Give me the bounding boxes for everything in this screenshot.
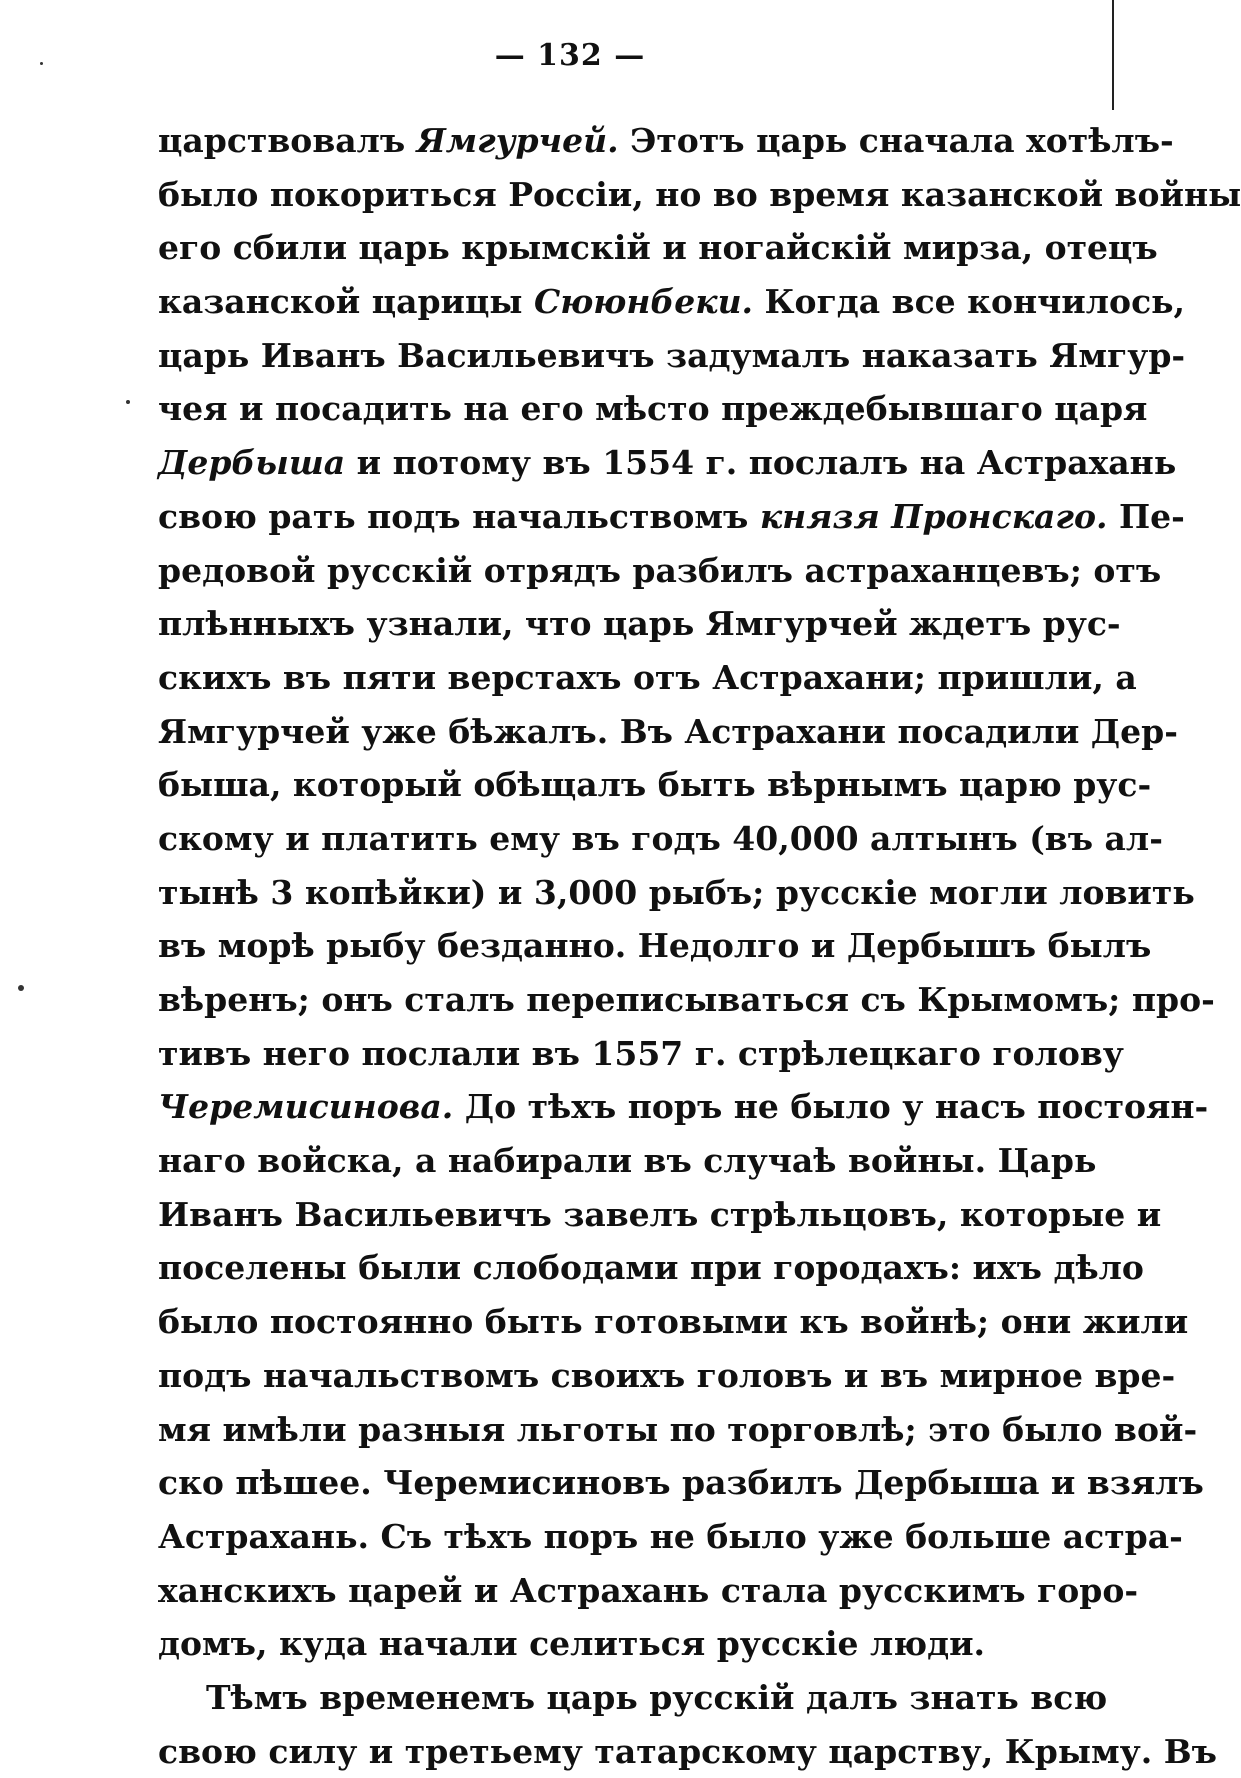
text-run: редовой русскій отрядъ разбилъ астраханцевъ; отъ	[158, 550, 1162, 590]
text-line	[158, 1027, 1124, 1081]
text-line	[158, 1456, 1204, 1510]
italic-name: князя Пронскаго.	[759, 496, 1108, 536]
text-run: Ямгурчей уже бѣжалъ. Въ Астрахани посадили Дер-	[158, 711, 1178, 751]
text-run: и потому въ 1554 г. послалъ на Астрахань	[345, 443, 1177, 483]
text-run: было постоянно быть готовыми къ войнѣ; они жили	[158, 1302, 1189, 1342]
text-line	[158, 1564, 1139, 1618]
text-line	[158, 1403, 1198, 1457]
text-line	[158, 1295, 1189, 1349]
text-run: царь Иванъ Васильевичъ задумалъ наказать Ямгур-	[158, 335, 1186, 375]
text-run: Пе-	[1107, 496, 1185, 536]
text-line	[158, 1134, 1097, 1188]
text-run: быша, который обѣщалъ быть вѣрнымъ царю рус-	[158, 765, 1152, 805]
page-number: — 132 —	[494, 38, 646, 73]
text-line	[158, 382, 1148, 436]
text-run: свою рать подъ начальствомъ	[158, 496, 760, 536]
text-run: До тѣхъ поръ не было у насъ постоян-	[453, 1087, 1209, 1127]
text-line	[158, 651, 1137, 705]
italic-name: Ямгурчей.	[416, 121, 619, 160]
print-speck	[126, 400, 130, 404]
text-run: домъ, куда начали селиться русскіе люди.	[158, 1624, 986, 1664]
text-run: Этотъ царь сначала хотѣлъ-	[618, 121, 1174, 160]
text-run: вѣренъ; онъ сталъ переписываться съ Крымомъ; про-	[158, 980, 1215, 1019]
text-line	[158, 168, 1241, 222]
text-run: скихъ въ пяти верстахъ отъ Астрахани; пришли, а	[158, 657, 1137, 697]
italic-name: Сююнбеки.	[533, 282, 754, 322]
text-run: подъ начальствомъ своихъ головъ и въ мирное вре-	[158, 1355, 1176, 1395]
text-run: царствовалъ	[158, 121, 417, 160]
text-line	[158, 1349, 1176, 1403]
text-line	[158, 1617, 1010, 1671]
text-run: плѣнныхъ узнали, что царь Ямгурчей ждетъ рус-	[158, 604, 1121, 644]
text-line	[158, 1080, 1209, 1134]
text-run: казанской царицы	[158, 282, 534, 322]
text-line	[158, 490, 1185, 544]
text-line	[158, 597, 1121, 651]
text-line	[158, 758, 1152, 812]
text-run: тивъ него послали въ 1557 г. стрѣлецкаго голову	[158, 1033, 1124, 1073]
text-run: Астрахань. Съ тѣхъ поръ не было уже больше астра-	[158, 1516, 1183, 1556]
text-line	[158, 973, 1215, 1027]
italic-name: Дербыша	[158, 443, 346, 483]
text-line	[158, 544, 1162, 598]
text-line	[158, 812, 1163, 866]
text-run: ханскихъ царей и Астрахань стала русскимъ горо-	[158, 1570, 1139, 1610]
text-run: Иванъ Васильевичъ завелъ стрѣльцовъ, которые и	[158, 1194, 1162, 1234]
text-run: Тѣмъ временемъ царь русскій далъ знать всю	[206, 1677, 1108, 1717]
text-run: въ морѣ рыбу безданно. Недолго и Дербышъ былъ	[158, 926, 1152, 966]
text-run: свою силу и третьему татарскому царству, Крыму. Въ	[158, 1731, 1217, 1771]
text-run: Когда все кончилось,	[753, 282, 1186, 322]
text-line	[158, 866, 1195, 920]
text-line	[158, 436, 1177, 490]
text-run: чея и посадить на его мѣсто преждебывшаго царя	[158, 389, 1148, 429]
text-line	[158, 1241, 1144, 1295]
text-run: ско пѣшее. Черемисиновъ разбилъ Дербыша и взялъ	[158, 1463, 1204, 1503]
text-run: мя имѣли разныя льготы по торговлѣ; это было вой-	[158, 1409, 1198, 1449]
print-speck	[18, 985, 24, 991]
text-run: поселены были слободами при городахъ: ихъ дѣло	[158, 1248, 1144, 1288]
italic-name: Черемисинова.	[158, 1087, 454, 1127]
text-line	[158, 919, 1152, 973]
text-line	[158, 1188, 1162, 1242]
text-line	[158, 1725, 1217, 1778]
text-line	[158, 114, 1174, 168]
text-run: скому и платить ему въ годъ 40,000 алтынъ (въ ал-	[158, 818, 1163, 858]
text-run: его сбили царь крымскій и ногайскій мирза, отецъ	[158, 228, 1158, 268]
text-line	[158, 1510, 1183, 1564]
text-run: было покориться Россіи, но во время казанской войны	[158, 174, 1241, 214]
text-line	[158, 705, 1178, 759]
text-run: наго войска, а набирали въ случаѣ войны. Царь	[158, 1141, 1097, 1181]
text-line	[158, 275, 1186, 329]
text-line	[158, 221, 1158, 275]
text-line	[158, 329, 1186, 383]
text-run: тынѣ 3 копѣйки) и 3,000 рыбъ; русскіе могли ловить	[158, 872, 1195, 912]
text-line	[158, 1671, 1108, 1725]
body-text	[158, 114, 1241, 1778]
